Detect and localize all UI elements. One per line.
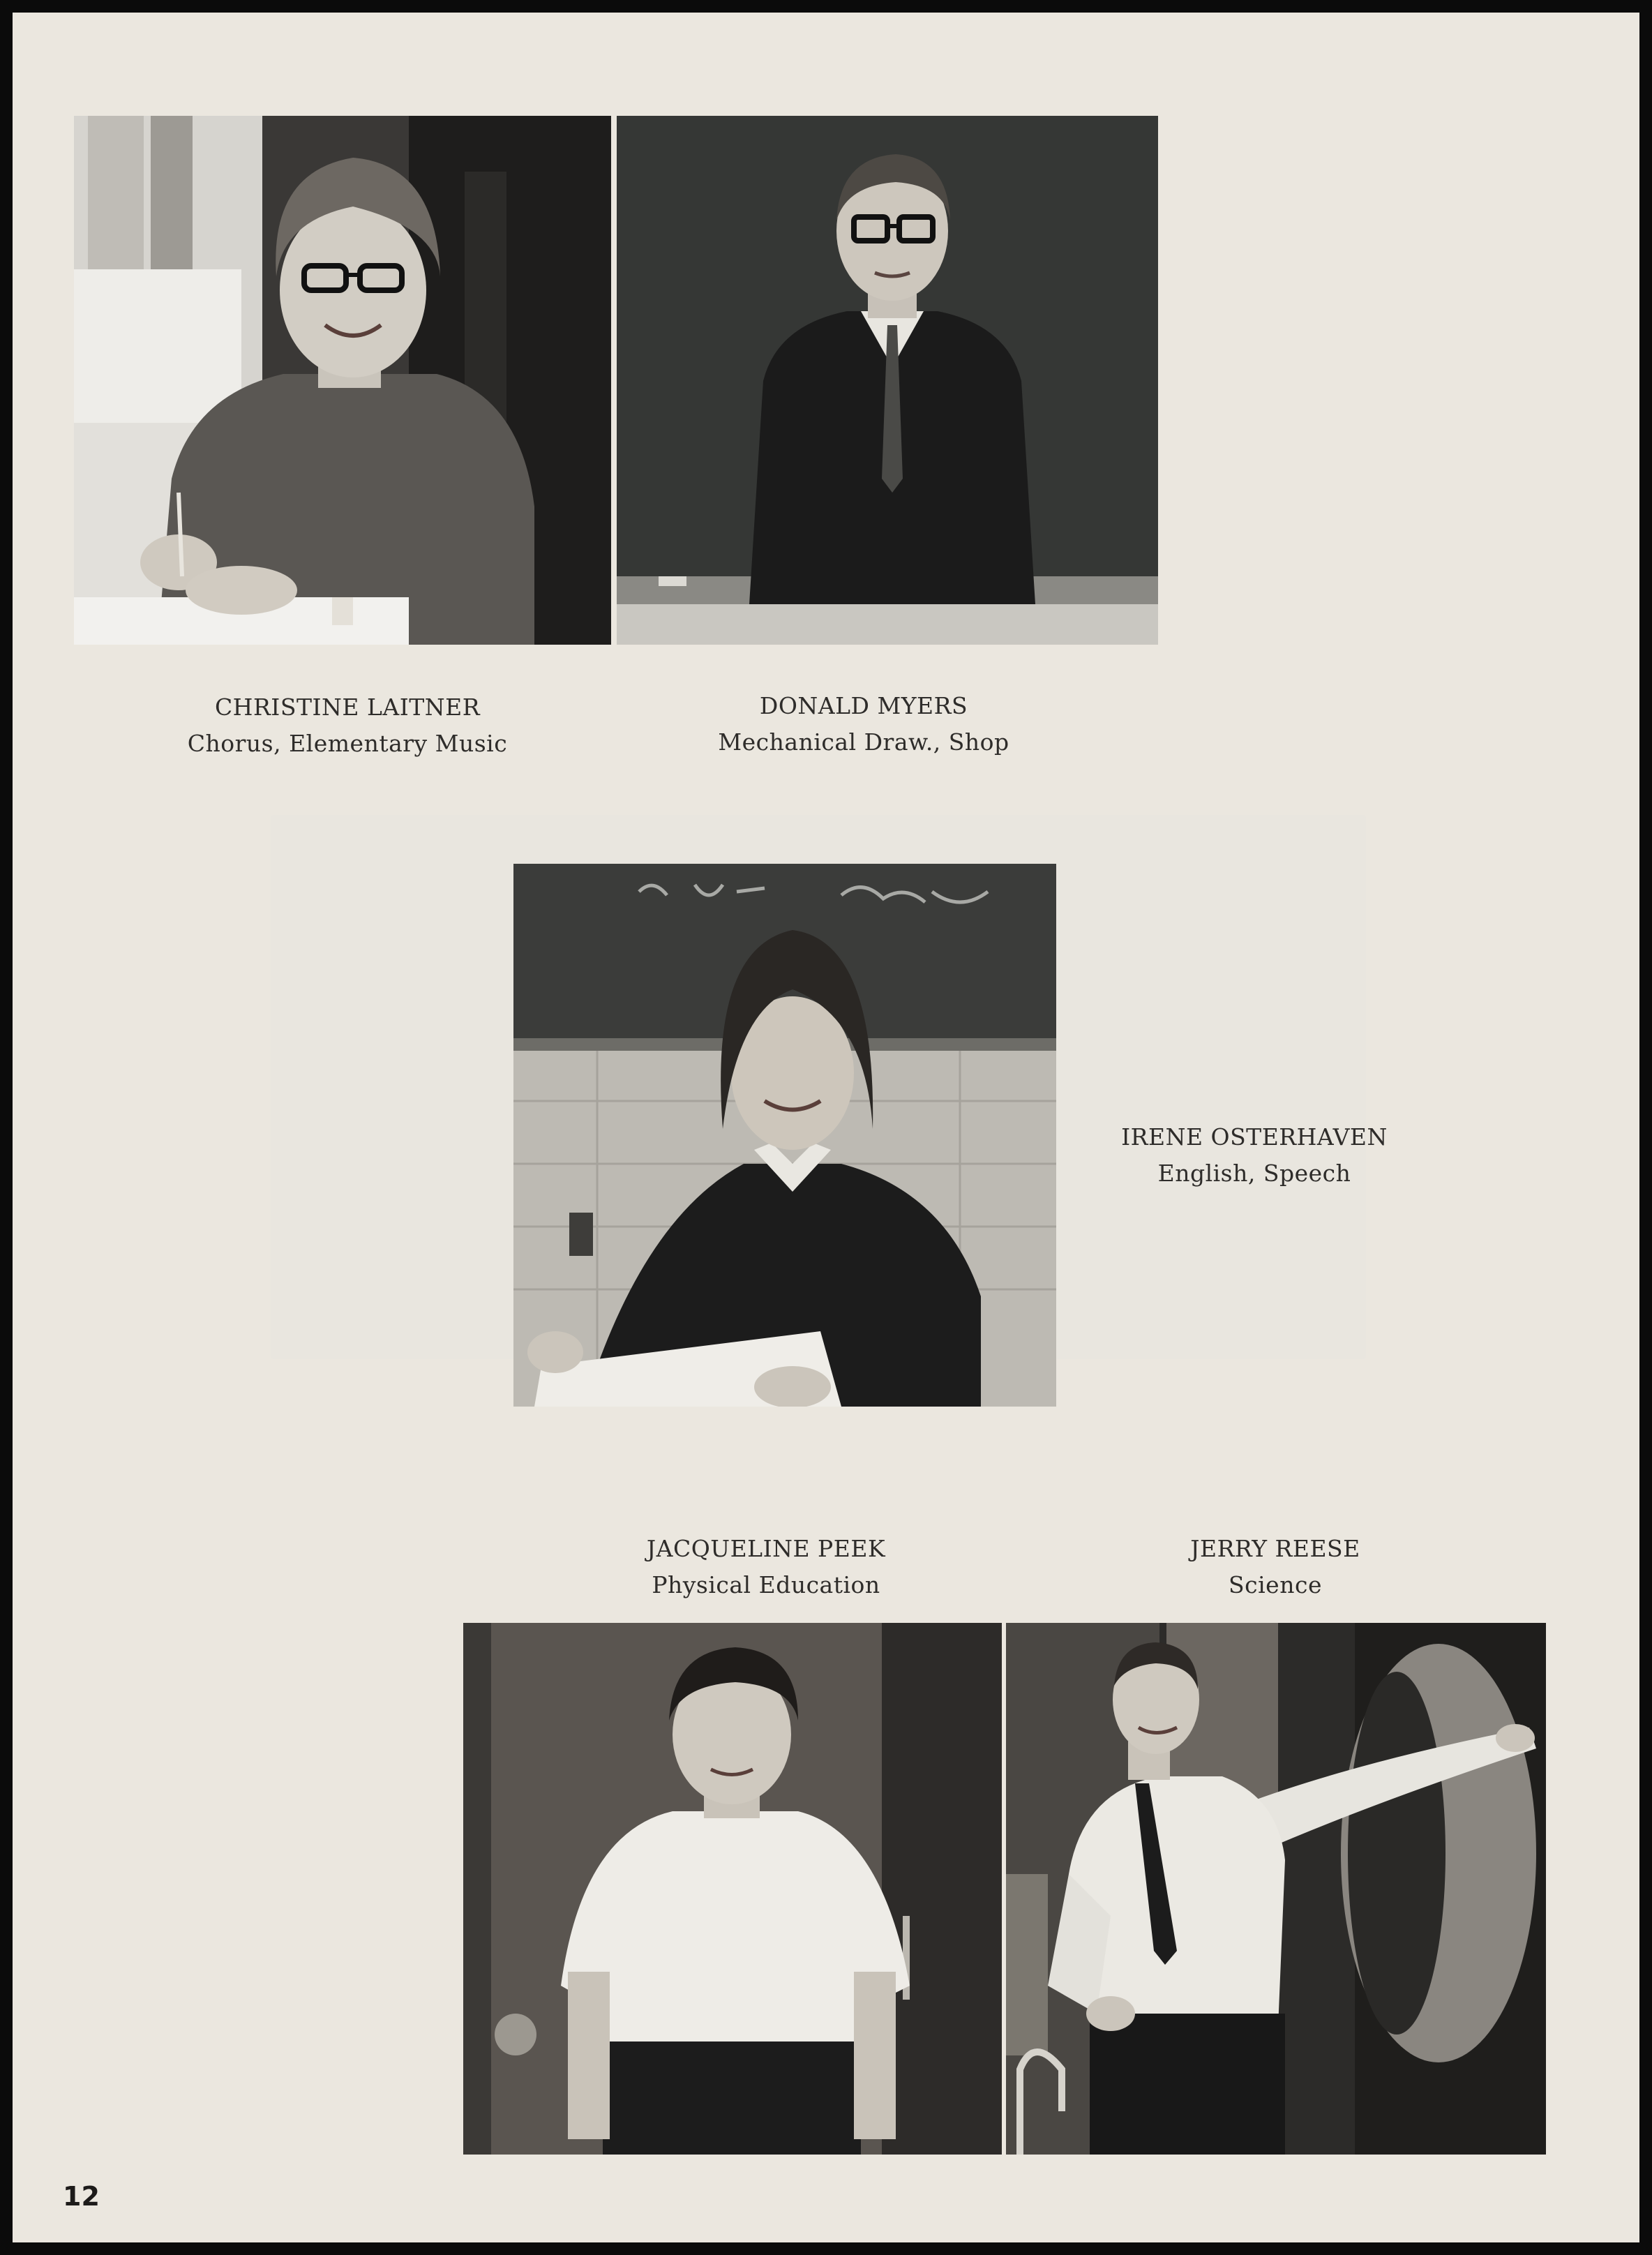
caption-jerry-reese [1129,1531,1422,1603]
teacher-subject: Physical Education [652,1571,880,1598]
teacher-name: IRENE OSTERHAVEN [1121,1123,1388,1151]
teacher-name: JERRY REESE [1190,1535,1360,1562]
teacher-subject: Mechanical Draw., Shop [718,728,1009,756]
photo-jacqueline-peek [463,1623,1002,2155]
teacher-subject: Science [1229,1571,1322,1598]
photo-christine-laitner [74,116,611,645]
photo-donald-myers [617,116,1158,645]
caption-christine-laitner [145,689,550,762]
teacher-subject: English, Speech [1157,1160,1351,1187]
photo-irene-osterhaven [513,864,1056,1407]
yearbook-page [13,13,1639,2242]
teacher-name: DONALD MYERS [759,692,968,719]
teacher-subject: Chorus, Elementary Music [187,730,508,757]
page-number: 12 [63,2181,100,2212]
caption-donald-myers [668,688,1059,761]
teacher-name: CHRISTINE LAITNER [214,694,481,721]
caption-irene-osterhaven [1101,1119,1408,1192]
photo-jerry-reese [1006,1623,1546,2155]
teacher-name: JACQUELINE PEEK [646,1535,886,1562]
caption-jacqueline-peek [620,1531,913,1603]
